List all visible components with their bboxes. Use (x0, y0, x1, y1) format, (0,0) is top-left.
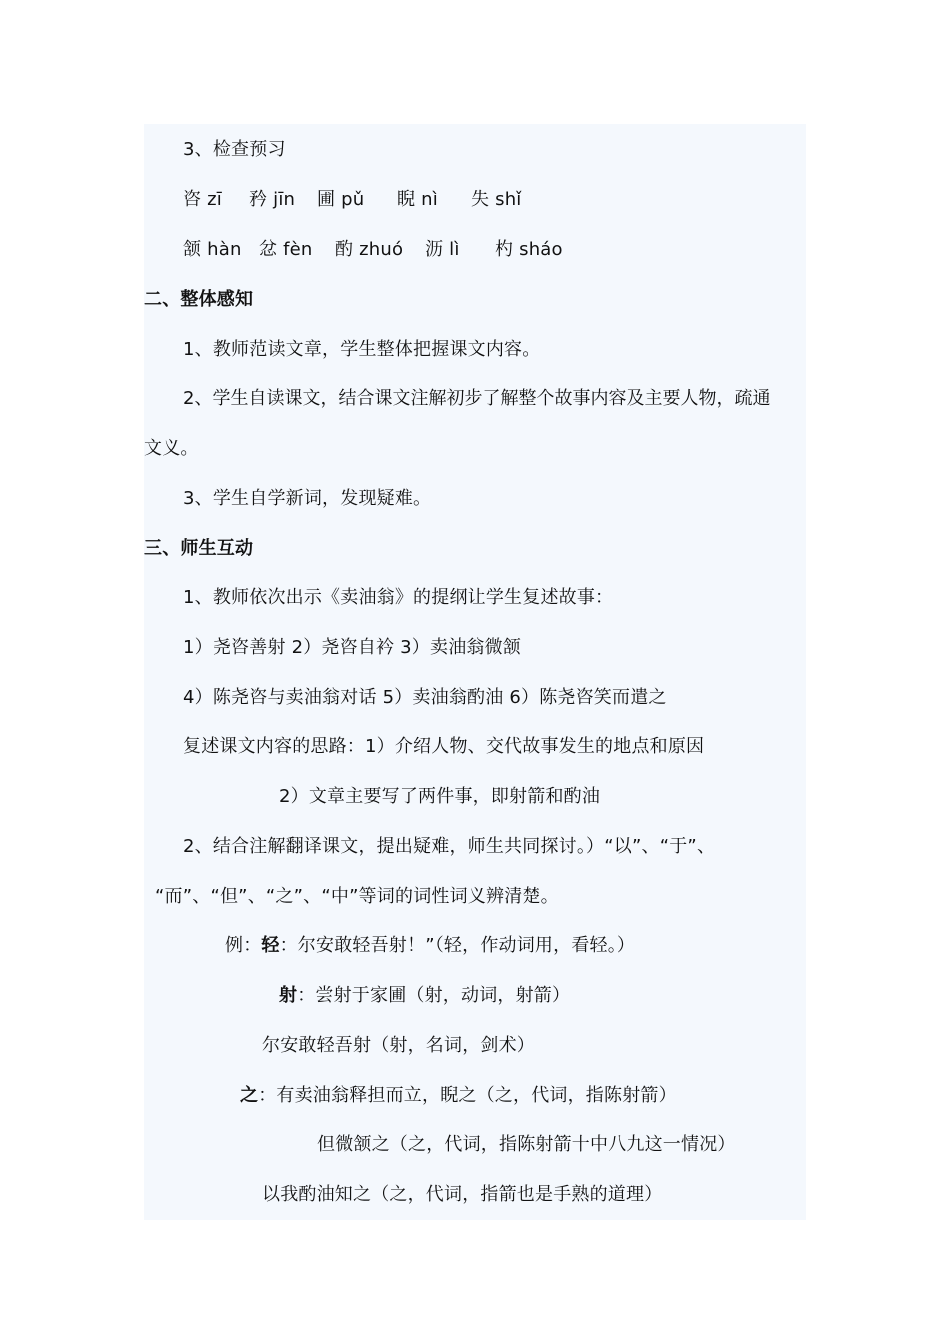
preview-heading: 3、检查预习 (183, 139, 286, 160)
section-3-item-2-line-2: “而”、“但”、“之”、“中”等词的词性词义辨清楚。 (155, 886, 559, 907)
example-zhi-2: 但微颔之（之，代词，指陈射箭十中八九这一情况） (317, 1134, 736, 1155)
pinyin-item: 沥 lì (425, 239, 460, 260)
pinyin-item: 颔 hàn (183, 239, 242, 260)
pinyin-item: 圃 pǔ (317, 189, 365, 210)
section-2-item-1: 1、教师范读文章，学生整体把握课文内容。 (183, 339, 541, 360)
pinyin-item: 杓 sháo (495, 239, 563, 260)
retell-idea-1: 复述课文内容的思路：1）介绍人物、交代故事发生的地点和原因 (183, 736, 705, 757)
pinyin-item: 忿 fèn (259, 239, 313, 260)
section-2-title: 二、整体感知 (144, 289, 254, 310)
section-3-item-2-line-1: 2、结合注解翻译课文，提出疑难，师生共同探讨。）“以”、“于”、 (183, 836, 716, 857)
pinyin-item: 咨 zī (183, 189, 222, 210)
pinyin-row-2 (183, 238, 563, 262)
section-3-title: 三、师生互动 (144, 538, 254, 559)
example-she-2: 尔安敢轻吾射（射，名词，剑术） (262, 1035, 535, 1056)
pinyin-item: 失 shǐ (471, 189, 522, 210)
example-she-1: 射：尝射于家圃（射，动词，射箭） (279, 985, 571, 1006)
keyword-qing: 轻 (261, 935, 280, 956)
section-3-item-1: 1、教师依次出示《卖油翁》的提纲让学生复述故事： (183, 587, 614, 608)
outline-line-2: 4）陈尧咨与卖油翁对话 5）卖油翁酌油 6）陈尧咨笑而遣之 (183, 687, 667, 708)
pinyin-row-1 (183, 188, 522, 212)
section-2-item-3: 3、学生自学新词，发现疑难。 (183, 488, 432, 509)
pinyin-item: 矜 jīn (249, 189, 296, 210)
example-qing: 例：轻：尔安敢轻吾射！”（轻，作动词用，看轻。） (225, 935, 636, 956)
section-2-item-2-line-2: 文义。 (144, 438, 199, 459)
outline-line-1: 1）尧咨善射 2）尧咨自衿 3）卖油翁微颔 (183, 637, 521, 658)
pinyin-item: 睨 nì (397, 189, 438, 210)
example-zhi-3: 以我酌油知之（之，代词，指箭也是手熟的道理） (262, 1184, 663, 1205)
section-2-item-2-line-1: 2、学生自读课文，结合课文注解初步了解整个故事内容及主要人物，疏通 (183, 388, 771, 409)
pinyin-item: 酌 zhuó (335, 239, 404, 260)
example-zhi-1: 之：有卖油翁释担而立，睨之（之，代词，指陈射箭） (240, 1085, 677, 1106)
keyword-she: 射 (279, 985, 298, 1006)
keyword-zhi: 之 (240, 1085, 259, 1106)
retell-idea-2: 2）文章主要写了两件事，即射箭和酌油 (279, 786, 601, 807)
